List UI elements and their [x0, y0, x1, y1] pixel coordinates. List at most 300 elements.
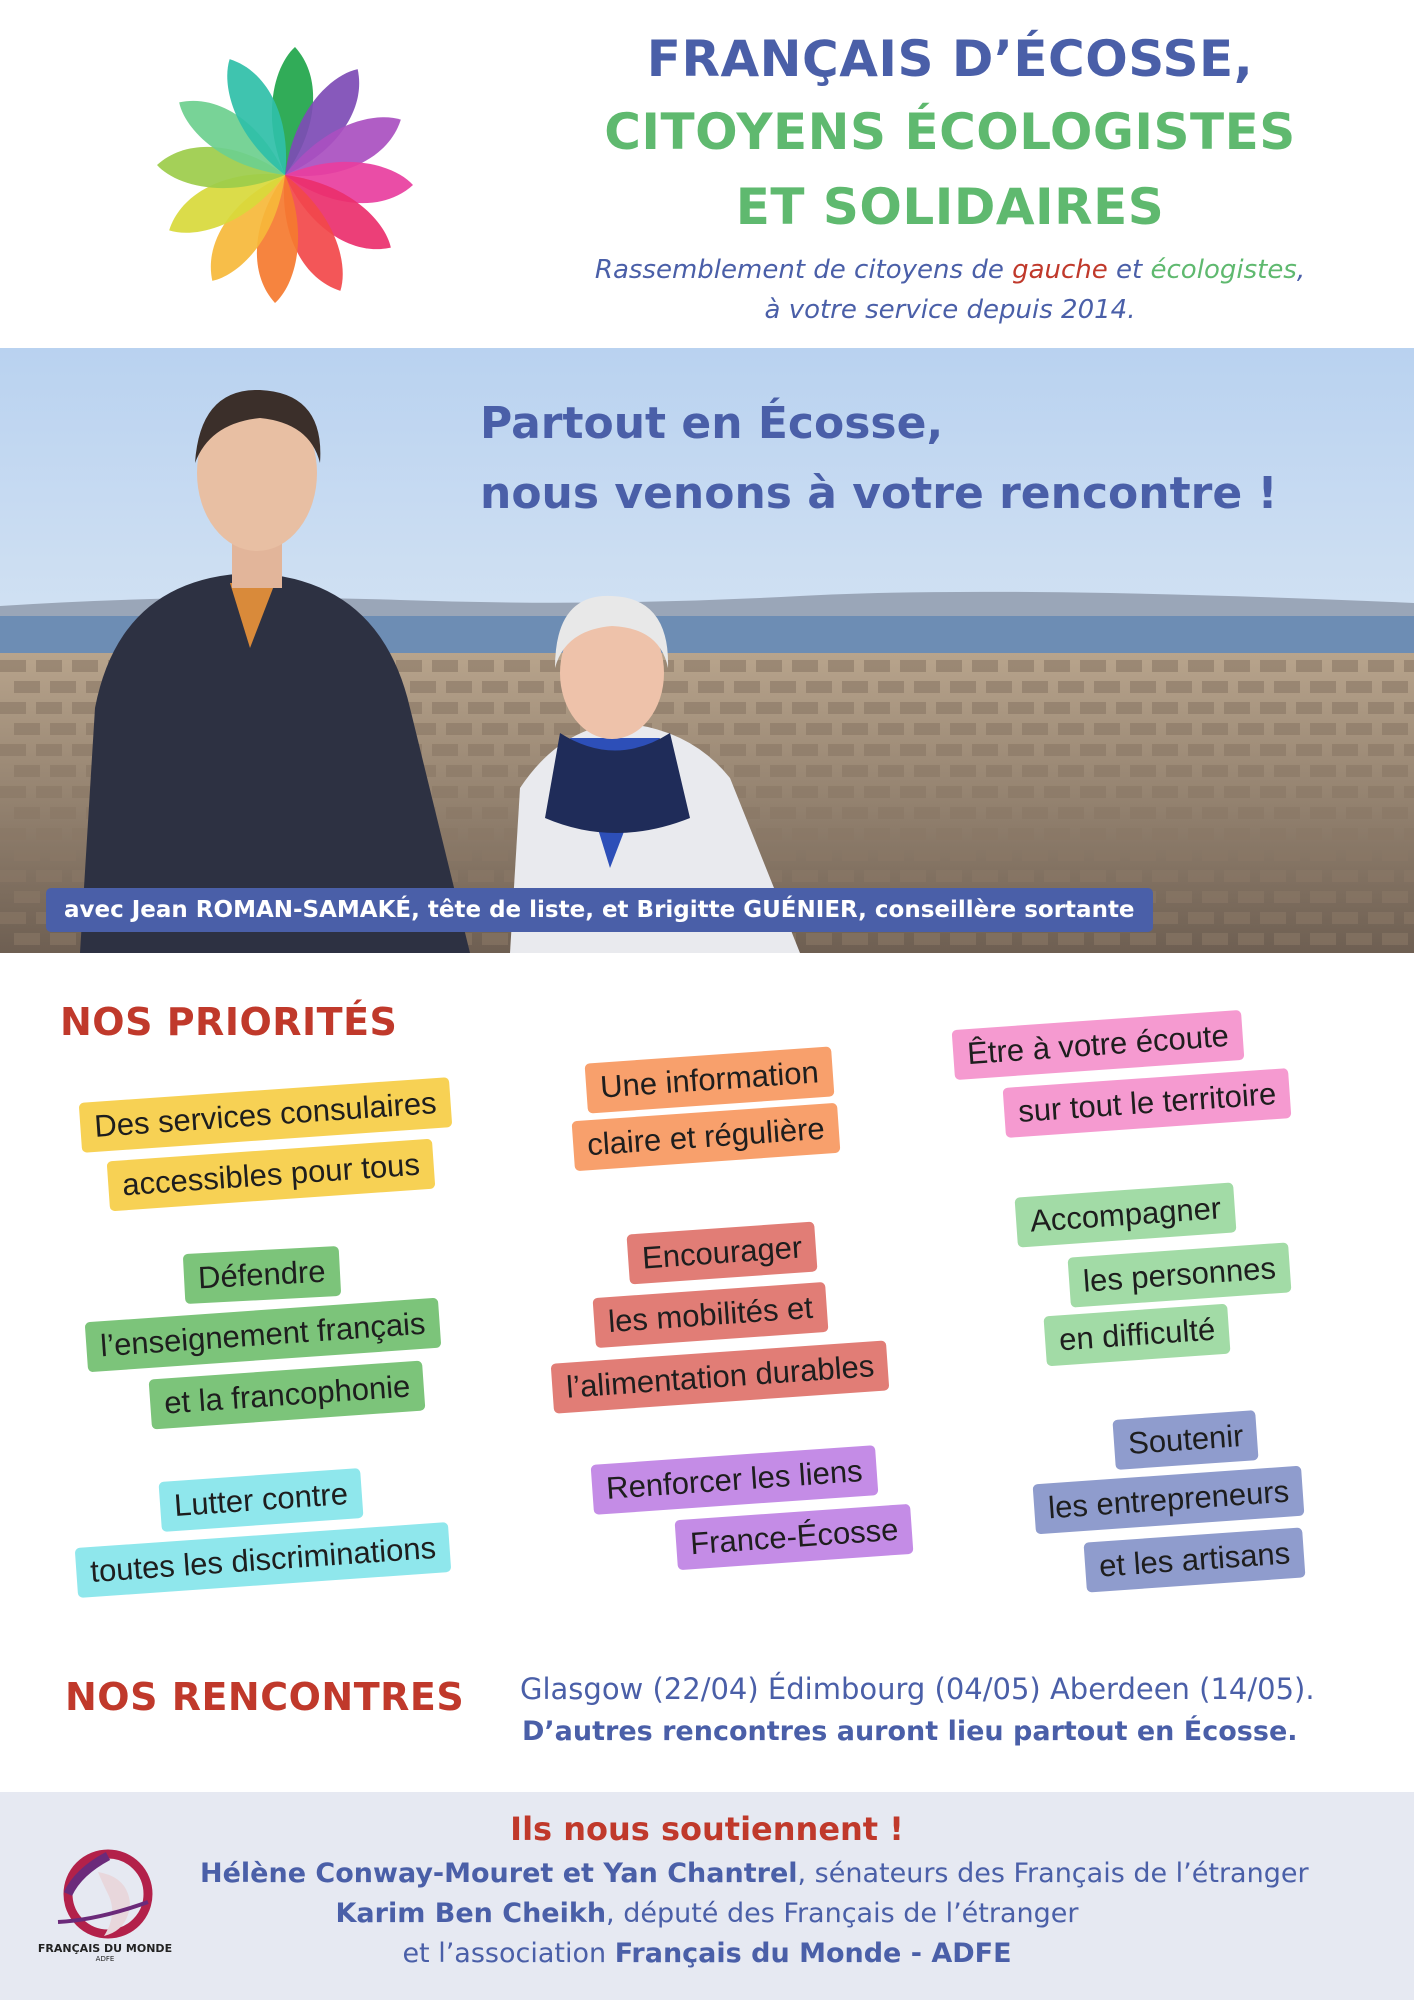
city-building	[662, 681, 688, 693]
city-building	[770, 681, 796, 693]
city-building	[1022, 807, 1048, 819]
city-building	[0, 744, 26, 756]
city-building	[1202, 849, 1228, 861]
city-building	[900, 660, 926, 672]
city-building	[432, 702, 458, 714]
city-building	[1260, 786, 1286, 798]
city-building	[1116, 786, 1142, 798]
city-building	[1310, 891, 1336, 903]
city-building	[900, 828, 926, 840]
tagline-line-2: à votre service depuis 2014.	[764, 295, 1136, 325]
adfe-logo-name: FRANÇAIS DU MONDE	[37, 1942, 173, 1955]
city-building	[1382, 807, 1408, 819]
city-building	[1224, 912, 1250, 924]
city-building	[1044, 828, 1070, 840]
city-building	[1130, 681, 1156, 693]
city-building	[36, 786, 62, 798]
city-building	[806, 849, 832, 861]
city-building	[1224, 870, 1250, 882]
city-building	[1058, 723, 1084, 735]
city-building	[864, 744, 890, 756]
city-building	[1404, 744, 1414, 756]
city-building	[864, 702, 890, 714]
city-building	[1368, 912, 1394, 924]
flower-logo	[150, 40, 420, 310]
tagline-ecologistes: écologistes	[1150, 255, 1297, 285]
priority-discriminations-line-1: Lutter contre	[159, 1468, 364, 1532]
tagline-line-1	[500, 250, 1400, 290]
city-building	[756, 702, 782, 714]
adfe-logo-text	[20, 1942, 190, 1963]
city-building	[1274, 807, 1300, 819]
city-building	[1202, 681, 1228, 693]
tagline-text: Rassemblement de citoyens de	[594, 255, 1013, 285]
city-building	[1166, 933, 1192, 945]
city-building	[914, 807, 940, 819]
city-building	[1202, 891, 1228, 903]
city-building	[482, 723, 508, 735]
city-building	[1260, 828, 1286, 840]
city-building	[1368, 744, 1394, 756]
city-building	[1224, 744, 1250, 756]
city-building	[14, 891, 40, 903]
city-building	[914, 933, 940, 945]
city-building	[50, 807, 76, 819]
city-building	[720, 744, 746, 756]
city-building	[1188, 870, 1214, 882]
priority-entrepreneurs-line-2: les entrepreneurs	[1033, 1466, 1305, 1535]
city-building	[1058, 765, 1084, 777]
city-building	[792, 870, 818, 882]
city-building	[756, 744, 782, 756]
city-building	[900, 870, 926, 882]
association-name: Français du Monde - ADFE	[614, 1938, 1012, 1969]
city-building	[1404, 828, 1414, 840]
city-building	[1094, 723, 1120, 735]
city-building	[878, 849, 904, 861]
city-building	[1044, 786, 1070, 798]
priority-mobilites-line-1: Encourager	[626, 1221, 817, 1284]
city-building	[1346, 765, 1372, 777]
city-building	[1188, 660, 1214, 672]
city-building	[1346, 807, 1372, 819]
city-building	[1022, 849, 1048, 861]
city-building	[1404, 702, 1414, 714]
city-building	[1368, 870, 1394, 882]
city-building	[828, 744, 854, 756]
city-building	[1008, 702, 1034, 714]
headline-line-1: Partout en Écosse,	[480, 398, 944, 449]
city-building	[1044, 744, 1070, 756]
city-building	[986, 849, 1012, 861]
city-building	[1296, 786, 1322, 798]
city-building	[518, 723, 544, 735]
city-building	[936, 702, 962, 714]
city-building	[1188, 744, 1214, 756]
city-building	[950, 933, 976, 945]
city-building	[792, 786, 818, 798]
city-building	[1296, 702, 1322, 714]
city-building	[936, 828, 962, 840]
city-building	[1022, 933, 1048, 945]
city-building	[684, 660, 710, 672]
priority-entrepreneurs-line-3: et les artisans	[1084, 1527, 1306, 1592]
city-building	[972, 660, 998, 672]
city-building	[50, 681, 76, 693]
adfe-logo-subname: ADFE	[95, 1955, 115, 1963]
city-building	[842, 933, 868, 945]
city-building	[14, 807, 40, 819]
city-building	[878, 765, 904, 777]
city-building	[1310, 765, 1336, 777]
city-building	[482, 765, 508, 777]
priorities-title: NOS PRIORITÉS	[60, 1000, 398, 1044]
city-building	[720, 702, 746, 714]
city-building	[1274, 681, 1300, 693]
city-building	[1130, 849, 1156, 861]
city-building	[1368, 660, 1394, 672]
city-building	[1152, 828, 1178, 840]
city-building	[36, 744, 62, 756]
priority-entrepreneurs-line-1: Soutenir	[1112, 1410, 1259, 1470]
city-building	[1188, 912, 1214, 924]
city-building	[972, 744, 998, 756]
city-building	[468, 702, 494, 714]
priority-discriminations-line-2: toutes les discriminations	[75, 1522, 452, 1598]
city-building	[446, 807, 472, 819]
city-building	[0, 828, 26, 840]
city-building	[1382, 849, 1408, 861]
city-building	[792, 828, 818, 840]
city-building	[756, 786, 782, 798]
city-building	[1238, 723, 1264, 735]
city-building	[1166, 807, 1192, 819]
city-building	[986, 681, 1012, 693]
city-building	[468, 828, 494, 840]
city-building	[1152, 870, 1178, 882]
city-building	[504, 744, 530, 756]
city-building	[1310, 933, 1336, 945]
city-building	[1382, 765, 1408, 777]
city-building	[950, 849, 976, 861]
city-building	[1260, 744, 1286, 756]
city-building	[1260, 912, 1286, 924]
city-building	[1080, 744, 1106, 756]
priority-liens-line-1: Renforcer les liens	[591, 1445, 879, 1515]
city-building	[914, 723, 940, 735]
city-building	[828, 786, 854, 798]
city-building	[482, 681, 508, 693]
city-building	[842, 765, 868, 777]
city-building	[1404, 912, 1414, 924]
city-building	[1296, 912, 1322, 924]
city-building	[950, 765, 976, 777]
city-building	[1238, 933, 1264, 945]
city-building	[1332, 912, 1358, 924]
city-building	[1346, 849, 1372, 861]
city-building	[1130, 765, 1156, 777]
city-building	[1238, 681, 1264, 693]
city-building	[1152, 786, 1178, 798]
city-building	[734, 765, 760, 777]
city-building	[842, 723, 868, 735]
city-building	[1238, 765, 1264, 777]
city-building	[1404, 660, 1414, 672]
city-building	[770, 723, 796, 735]
city-building	[756, 660, 782, 672]
city-building	[842, 849, 868, 861]
city-building	[1382, 891, 1408, 903]
city-building	[1296, 828, 1322, 840]
city-building	[482, 849, 508, 861]
city-building	[936, 660, 962, 672]
city-building	[1368, 828, 1394, 840]
city-building	[1188, 828, 1214, 840]
city-building	[972, 786, 998, 798]
city-building	[1094, 681, 1120, 693]
city-building	[936, 870, 962, 882]
city-building	[432, 786, 458, 798]
city-building	[1058, 933, 1084, 945]
city-building	[396, 660, 422, 672]
city-building	[1274, 849, 1300, 861]
city-building	[1008, 744, 1034, 756]
priority-enseignement-line-3: et la francophonie	[149, 1360, 426, 1429]
city-building	[864, 870, 890, 882]
city-building	[36, 660, 62, 672]
city-building	[14, 723, 40, 735]
city-building	[914, 765, 940, 777]
city-building	[1044, 660, 1070, 672]
city-building	[14, 933, 40, 945]
city-building	[1130, 933, 1156, 945]
city-building	[1008, 660, 1034, 672]
deputy-role: , député des Français de l’étranger	[606, 1898, 1079, 1929]
priority-accompagner-line-2: les personnes	[1068, 1242, 1292, 1307]
city-building	[1274, 891, 1300, 903]
city-building	[1346, 681, 1372, 693]
city-building	[1058, 681, 1084, 693]
priority-information-line-2: claire et régulière	[572, 1103, 841, 1171]
city-building	[684, 702, 710, 714]
city-building	[828, 702, 854, 714]
city-building	[482, 807, 508, 819]
city-building	[1080, 786, 1106, 798]
city-building	[1008, 870, 1034, 882]
city-building	[698, 723, 724, 735]
rencontres-dates: Glasgow (22/04) Édimbourg (04/05) Aberdeen (14/05).	[520, 1672, 1315, 1706]
city-building	[734, 681, 760, 693]
city-building	[482, 933, 508, 945]
city-building	[986, 807, 1012, 819]
priority-ecoute-line-1: Être à votre écoute	[952, 1010, 1245, 1080]
city-building	[1346, 723, 1372, 735]
city-building	[468, 660, 494, 672]
supporters-association	[200, 1938, 1214, 1969]
tagline-comma: ,	[1296, 255, 1306, 285]
city-building	[518, 681, 544, 693]
city-building	[1238, 807, 1264, 819]
city-building	[14, 765, 40, 777]
city-building	[1346, 891, 1372, 903]
city-building	[1332, 828, 1358, 840]
city-building	[1022, 723, 1048, 735]
senators-names: Hélène Conway-Mouret et Yan Chantrel	[200, 1858, 798, 1889]
city-building	[1202, 723, 1228, 735]
city-building	[1094, 765, 1120, 777]
city-building	[14, 849, 40, 861]
city-building	[1202, 807, 1228, 819]
city-building	[1044, 870, 1070, 882]
city-building	[720, 660, 746, 672]
city-building	[1260, 870, 1286, 882]
city-building	[446, 723, 472, 735]
city-building	[972, 702, 998, 714]
city-building	[432, 660, 458, 672]
city-building	[1332, 702, 1358, 714]
city-building	[806, 807, 832, 819]
city-building	[1008, 828, 1034, 840]
city-building	[972, 828, 998, 840]
city-building	[540, 702, 566, 714]
city-building	[878, 807, 904, 819]
city-building	[446, 765, 472, 777]
city-building	[1166, 723, 1192, 735]
city-building	[1238, 849, 1264, 861]
city-building	[1224, 786, 1250, 798]
city-building	[1202, 933, 1228, 945]
city-building	[950, 723, 976, 735]
city-building	[1116, 870, 1142, 882]
city-building	[72, 702, 98, 714]
city-building	[770, 765, 796, 777]
city-building	[878, 723, 904, 735]
city-building	[1274, 723, 1300, 735]
city-building	[986, 765, 1012, 777]
city-building	[864, 828, 890, 840]
supporters-footer	[0, 1792, 1414, 2000]
priority-consulaires-line-2: accessibles pour tous	[107, 1139, 436, 1212]
city-building	[36, 702, 62, 714]
city-building	[50, 849, 76, 861]
city-building	[1332, 870, 1358, 882]
city-building	[1152, 660, 1178, 672]
city-building	[770, 849, 796, 861]
city-building	[1022, 681, 1048, 693]
city-building	[1080, 660, 1106, 672]
city-building	[1116, 660, 1142, 672]
city-building	[1332, 660, 1358, 672]
city-building	[1166, 849, 1192, 861]
priority-accompagner-line-1: Accompagner	[1015, 1182, 1237, 1247]
city-building	[1332, 786, 1358, 798]
city-building	[914, 849, 940, 861]
city-building	[1332, 744, 1358, 756]
city-building	[806, 765, 832, 777]
priority-enseignement-line-2: l’enseignement français	[85, 1298, 441, 1373]
city-building	[842, 807, 868, 819]
city-building	[914, 681, 940, 693]
city-building	[878, 681, 904, 693]
association-prefix: et l’association	[402, 1938, 615, 1969]
city-building	[950, 681, 976, 693]
city-building	[468, 870, 494, 882]
city-building	[1224, 828, 1250, 840]
photo-caption: avec Jean ROMAN-SAMAKÉ, tête de liste, et Brigitte GUÉNIER, conseillère sortante	[46, 888, 1153, 932]
city-building	[950, 807, 976, 819]
city-building	[828, 870, 854, 882]
city-building	[1008, 786, 1034, 798]
city-building	[806, 723, 832, 735]
city-building	[1404, 786, 1414, 798]
city-building	[1080, 870, 1106, 882]
city-building	[1404, 870, 1414, 882]
city-building	[1346, 933, 1372, 945]
city-building	[1116, 744, 1142, 756]
city-building	[900, 786, 926, 798]
deputy-name: Karim Ben Cheikh	[335, 1898, 607, 1929]
city-building	[1310, 849, 1336, 861]
city-building	[878, 933, 904, 945]
city-building	[1094, 807, 1120, 819]
city-building	[1202, 765, 1228, 777]
city-building	[1044, 702, 1070, 714]
city-building	[986, 723, 1012, 735]
city-building	[50, 765, 76, 777]
city-building	[792, 660, 818, 672]
city-building	[1152, 744, 1178, 756]
city-building	[1166, 765, 1192, 777]
city-building	[1382, 681, 1408, 693]
city-building	[1368, 786, 1394, 798]
city-building	[1130, 807, 1156, 819]
tagline-gauche: gauche	[1012, 255, 1108, 285]
city-building	[900, 702, 926, 714]
city-building	[50, 723, 76, 735]
city-building	[792, 702, 818, 714]
city-building	[468, 786, 494, 798]
title-line-2: CITOYENS ÉCOLOGISTES	[604, 103, 1296, 161]
city-building	[1382, 933, 1408, 945]
priority-mobilites-line-2: les mobilités et	[593, 1282, 829, 1348]
city-building	[1224, 702, 1250, 714]
city-building	[828, 828, 854, 840]
city-building	[50, 933, 76, 945]
supporters-title: Ils nous soutiennent !	[510, 1810, 904, 1848]
city-building	[36, 870, 62, 882]
rencontres-note: D’autres rencontres auront lieu partout en Écosse.	[522, 1716, 1298, 1747]
city-building	[842, 681, 868, 693]
city-building	[1130, 723, 1156, 735]
city-building	[792, 744, 818, 756]
city-building	[986, 933, 1012, 945]
city-building	[1058, 807, 1084, 819]
city-building	[0, 912, 26, 924]
city-building	[468, 744, 494, 756]
city-building	[1260, 660, 1286, 672]
city-building	[446, 681, 472, 693]
city-building	[504, 660, 530, 672]
city-building	[900, 744, 926, 756]
city-building	[1094, 933, 1120, 945]
city-building	[0, 786, 26, 798]
tagline-et: et	[1107, 255, 1151, 285]
city-building	[1116, 702, 1142, 714]
city-building	[806, 681, 832, 693]
supporters-senators	[200, 1858, 1309, 1889]
city-building	[1116, 828, 1142, 840]
city-building	[972, 870, 998, 882]
